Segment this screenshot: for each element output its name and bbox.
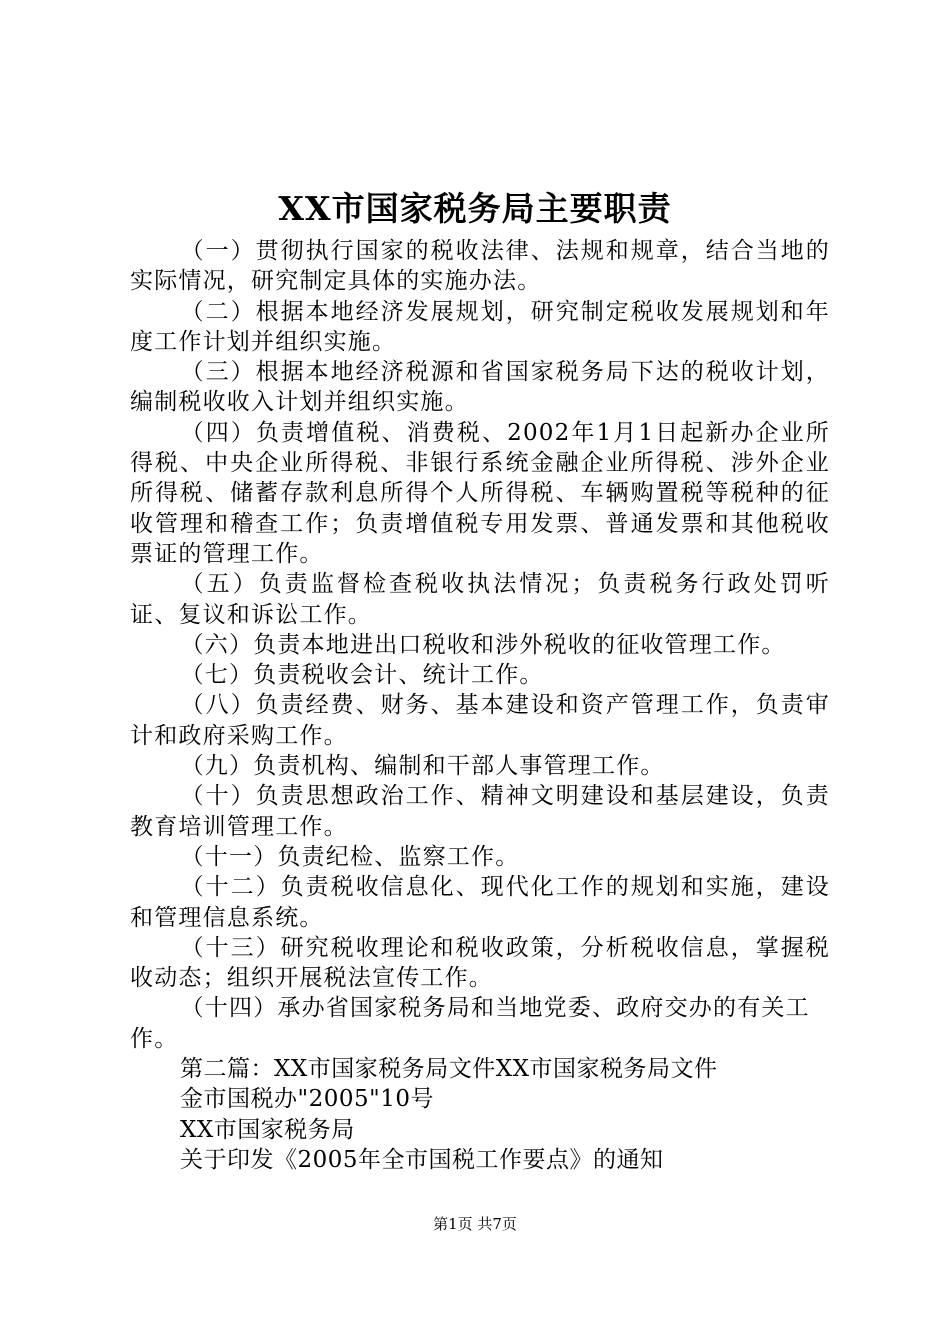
- duty-item-5: （五）负责监督检查税收执法情况；负责税务行政处罚听证、复议和诉讼工作。: [130, 571, 830, 628]
- duty-item-10: （十）负责思想政治工作、精神文明建设和基层建设，负责教育培训管理工作。: [130, 783, 830, 840]
- duty-item-11: （十一）负责纪检、监察工作。: [180, 843, 520, 870]
- page-indicator: 第1页 共7页: [433, 1215, 517, 1233]
- duty-item-13: （十三）研究税收理论和税收政策，分析税收信息，掌握税收动态；组织开展税法宣传工作。: [130, 934, 830, 992]
- notice-title: 关于印发《2005年全市国税工作要点》的通知: [180, 1146, 664, 1173]
- duty-item-8: （八）负责经费、财务、基本建设和资产管理工作，负责审计和政府采购工作。: [130, 692, 830, 749]
- duty-item-2: （二）根据本地经济发展规划，研究制定税收发展规划和年度工作计划并组织实施。: [130, 298, 830, 355]
- duty-item-6: （六）负责本地进出口税收和涉外税收的征收管理工作。: [180, 631, 786, 658]
- duty-item-1: （一）贯彻执行国家的税收法律、法规和规章，结合当地的实际情况，研究制定具体的实施办法。: [130, 238, 830, 295]
- document-body: [130, 236, 830, 1175]
- document-title: XX市国家税务局主要职责: [278, 189, 672, 228]
- issuing-authority: XX市国家税务局: [180, 1116, 355, 1143]
- document-number: 金市国税办"2005"10号: [180, 1086, 434, 1113]
- duty-item-9: （九）负责机构、编制和干部人事管理工作。: [180, 753, 665, 780]
- second-part-heading: 第二篇：XX市国家税务局文件XX市国家税务局文件: [180, 1056, 718, 1083]
- duty-item-12: （十二）负责税收信息化、现代化工作的规划和实施，建设和管理信息系统。: [130, 874, 830, 931]
- duty-item-3: （三）根据本地经济税源和省国家税务局下达的税收计划，编制税收收入计划并组织实施。: [130, 359, 830, 416]
- duty-item-4: （四）负责增值税、消费税、2002年1月1日起新办企业所得税、中央企业所得税、非银行系统金融企业所得税、涉外企业所得税、储蓄存款利息所得个人所得税、车辆购置税等税种的征收管理和稽查工作；负责增值税专用发票、普通发票和其他税收票证的管理工作。: [130, 419, 830, 567]
- duty-item-14: （十四）承办省国家税务局和当地党委、政府交办的有关工作。: [130, 995, 810, 1052]
- duty-item-7: （七）负责税收会计、统计工作。: [180, 662, 544, 689]
